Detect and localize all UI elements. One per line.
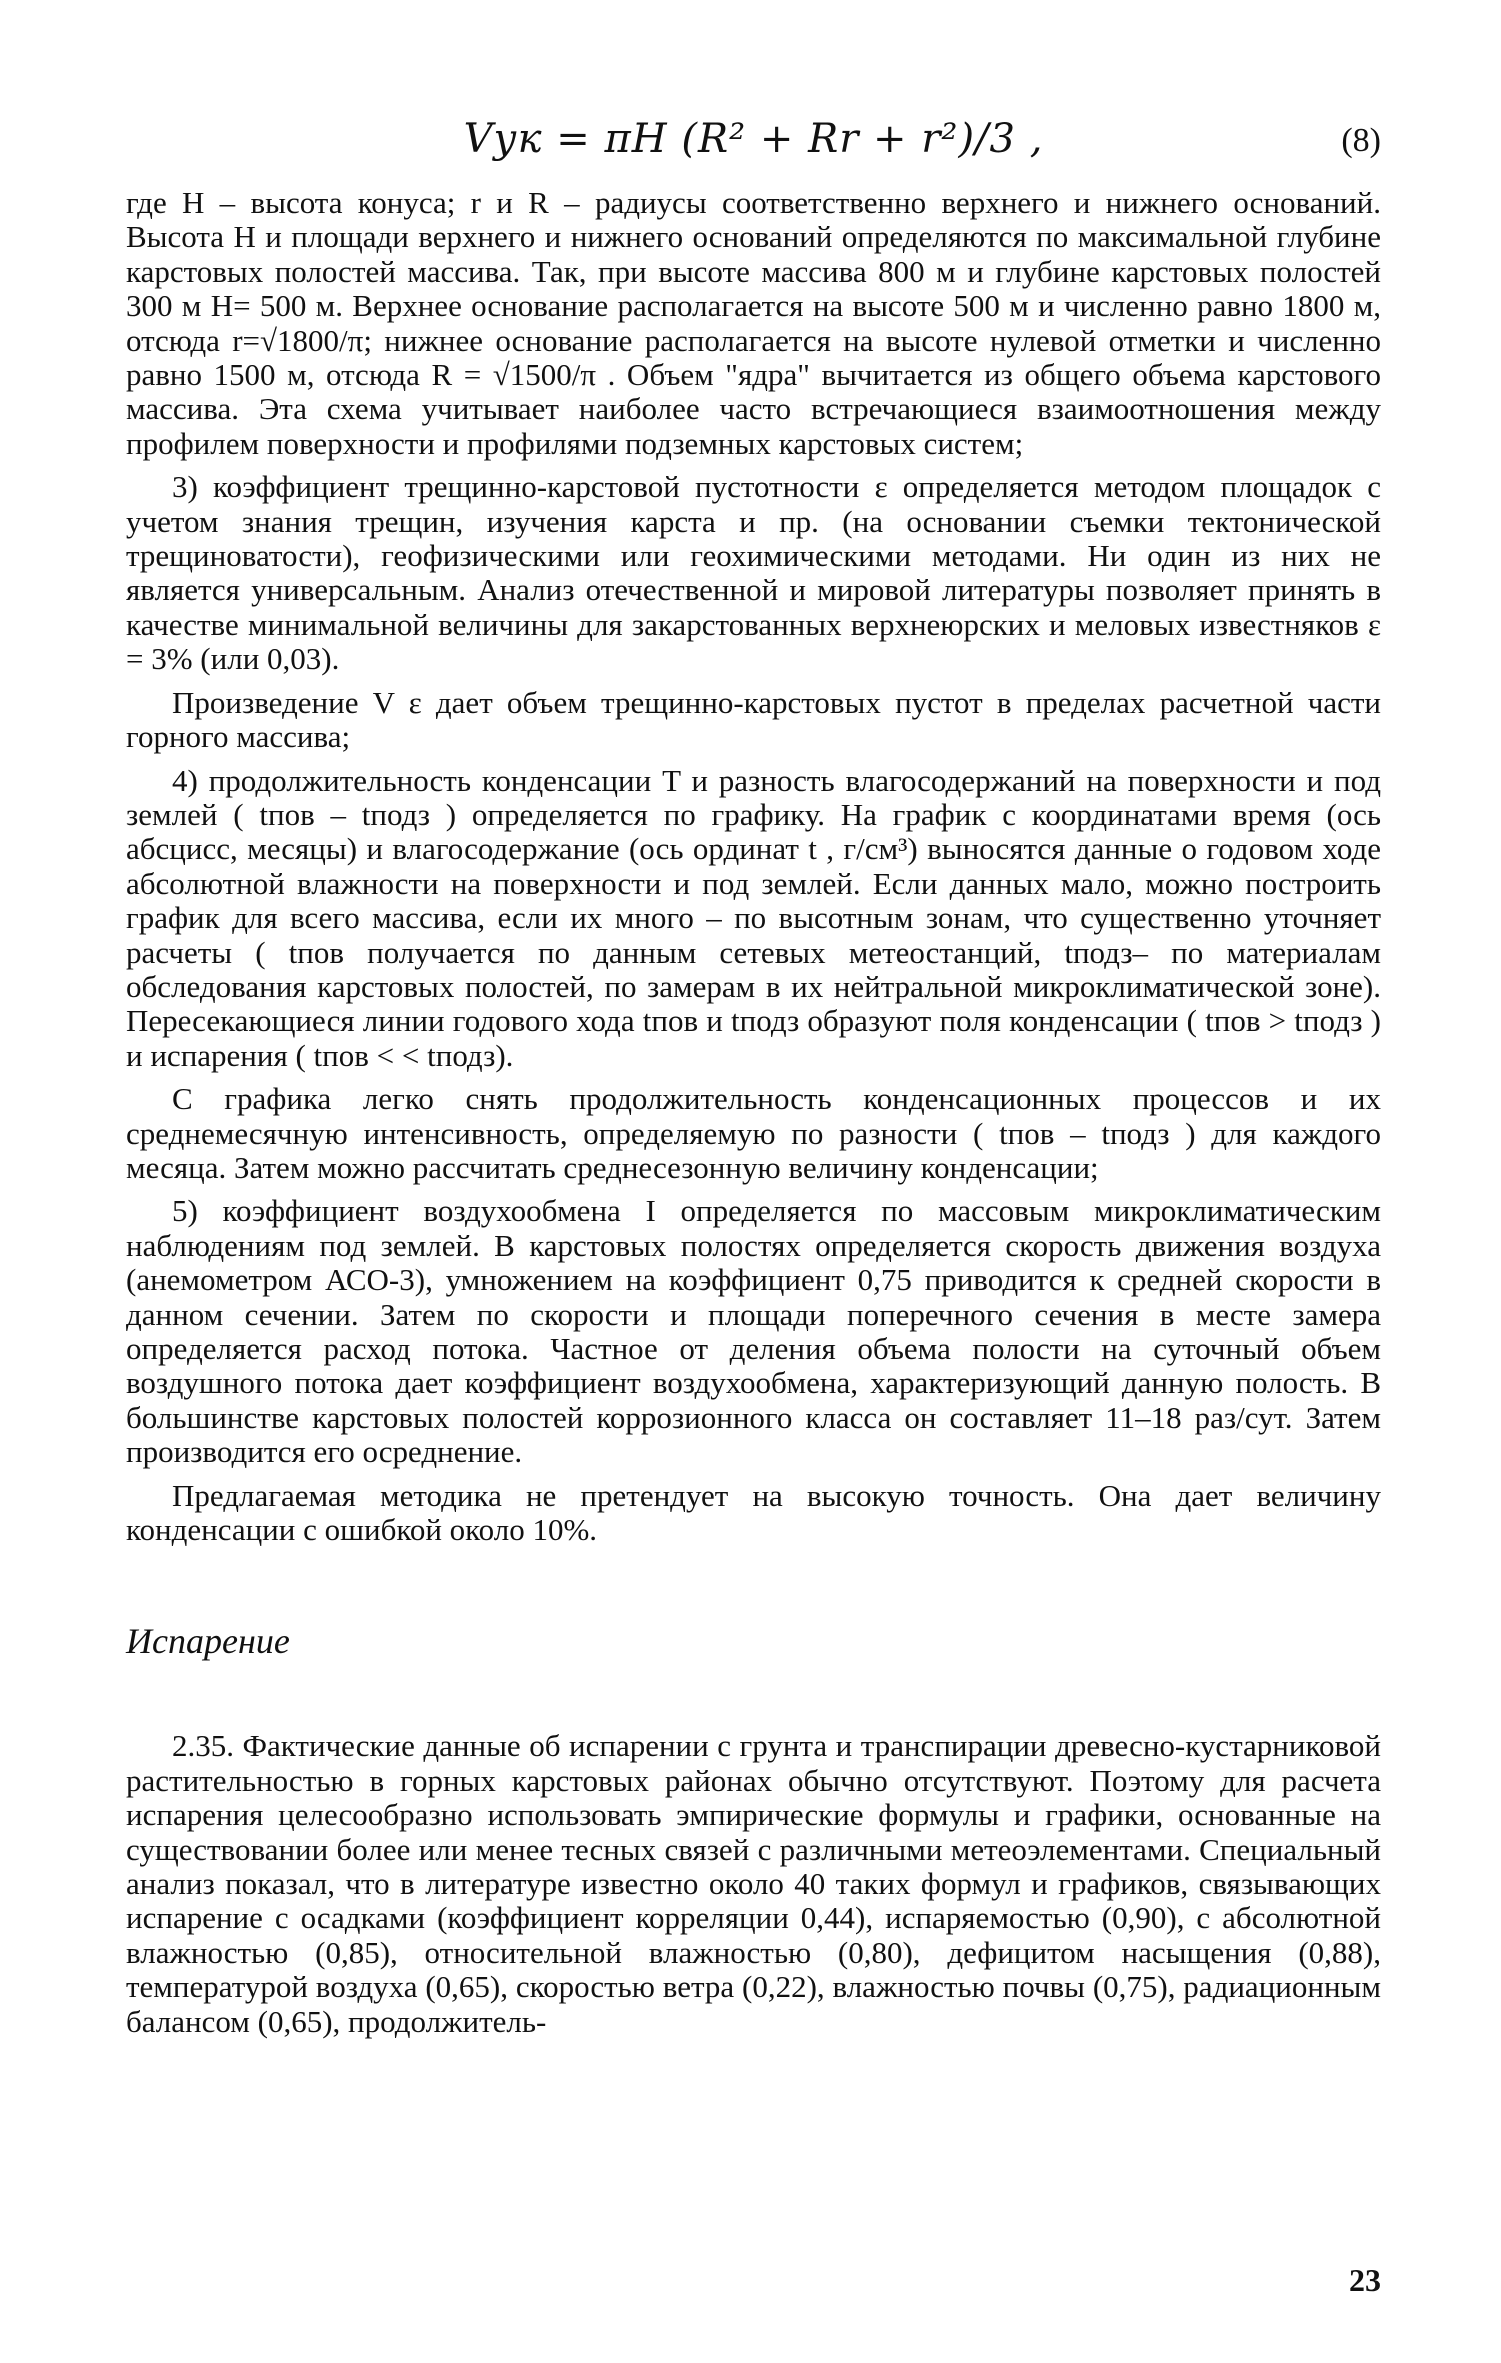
paragraph-method-accuracy: Предлагаемая методика не претендует на высокую точность. Она дает величину конденсации с ошибкой около 10%.: [126, 1477, 1381, 1548]
page-number: 23: [1349, 2262, 1381, 2298]
section-title: Испарение: [126, 1621, 290, 1662]
paragraph-condensation-duration: 4) продолжительность конденсации T и разность влагосодержаний на поверхности и под землей ( tпов – tподз ) определяется по графику. На график с координатами время (ось абсцисс, месяцы) и влагосодержание (ось ординат t , г/см³) выносятся данные о годовом ходе абсолютной влажности на поверхности и под землей. Если данных мало, можно построить график для всего массива, если их много – по высотным зонам, что существенно уточняет расчеты ( tпов получается по данным сетевых метеостанций, tподз– по материалам обследования карстовых полостей, по замерам в их нейтральной микроклиматической зоне). Пересекающиеся линии годового хода tпов и tподз образуют поля конденсации ( tпов > tподз ) и испарения ( tпов < < tподз).: [126, 762, 1381, 1073]
paragraph-cone-definition: где H – высота конуса; r и R – радиусы соответственно верхнего и нижнего оснований. Высота H и площади верхнего и нижнего оснований определяются по максимальной глубине карстовых полостей массива. Так, при высоте массива 800 м и глубине карстовых полостей 300 м H= 500 м. Верхнее основание располагается на высоте 500 м и численно равно 1800 м, отсюда r=√1800/π; нижнее основание располагается на высоте нулевой отметки и численно равно 1500 м, отсюда R = √1500/π . Объем "ядра" вычитается из общего объема карстового массива. Эта схема учитывает наиболее часто встречающиеся взаимоотношения между профилем поверхности и профилями подземных карстовых систем;: [126, 185, 1381, 461]
paragraph-void-volume: Произведение V ε дает объем трещинно-карстовых пустот в пределах расчетной части горного массива;: [126, 684, 1381, 755]
paragraph-fracture-coefficient: 3) коэффициент трещинно-карстовой пустотности ε определяется методом площадок с учетом знания трещин, изучения карста и пр. (на основании съемки тектонической трещиноватости), геофизическими или геохимическими методами. Ни один из них не является универсальным. Анализ отечественной и мировой литературы позволяет принять в качестве минимальной величины для закарстованных верхнеюрских и меловых известняков ε = 3% (или 0,03).: [126, 469, 1381, 677]
formula-block: [126, 108, 1381, 186]
formula-8: Vук = πH (R² + Rr + r²)/3 ,: [463, 116, 1044, 162]
text-column: [126, 108, 1381, 2039]
equation-number: (8): [1341, 122, 1381, 159]
paragraph-condensation-graph: С графика легко снять продолжительность конденсационных процессов и их среднемесячную интенсивность, определяемую по разности ( tпов – tподз ) для каждого месяца. Затем можно рассчитать среднесезонную величину конденсации;: [126, 1081, 1381, 1185]
paragraph-air-exchange: 5) коэффициент воздухообмена I определяется по массовым микроклиматическим наблюдениям под землей. В карстовых полостях определяется скорость движения воздуха (анемометром АСО-3), умножением на коэффициент 0,75 приводится к средней скорости в данном сечении. Затем по скорости и площади поперечного сечения в месте замера определяется расход потока. Частное от деления объема полости на суточный объем воздушного потока дает коэффициент воздухообмена, характеризующий данную полость. В большинстве карстовых полостей коррозионного класса он составляет 11–18 раз/сут. Затем производится его осреднение.: [126, 1193, 1381, 1470]
paragraph-evaporation: 2.35. Фактические данные об испарении с грунта и транспирации древесно-кустарниковой растительностью в горных карстовых районах обычно отсутствуют. Поэтому для расчета испарения целесообразно использовать эмпирические формулы и графики, основанные на существовании более или менее тесных связей с различными метеоэлементами. Специальный анализ показал, что в литературе известно около 40 таких формул и графиков, связывающих испарение с осадками (коэффициент корреляции 0,44), испаряемостью (0,90), с абсолютной влажностью (0,85), относительной влажностью (0,80), дефицитом насыщения (0,88), температурой воздуха (0,65), скоростью ветра (0,22), влажностью почвы (0,75), радиационным балансом (0,65), продолжитель-: [126, 1728, 1381, 2039]
